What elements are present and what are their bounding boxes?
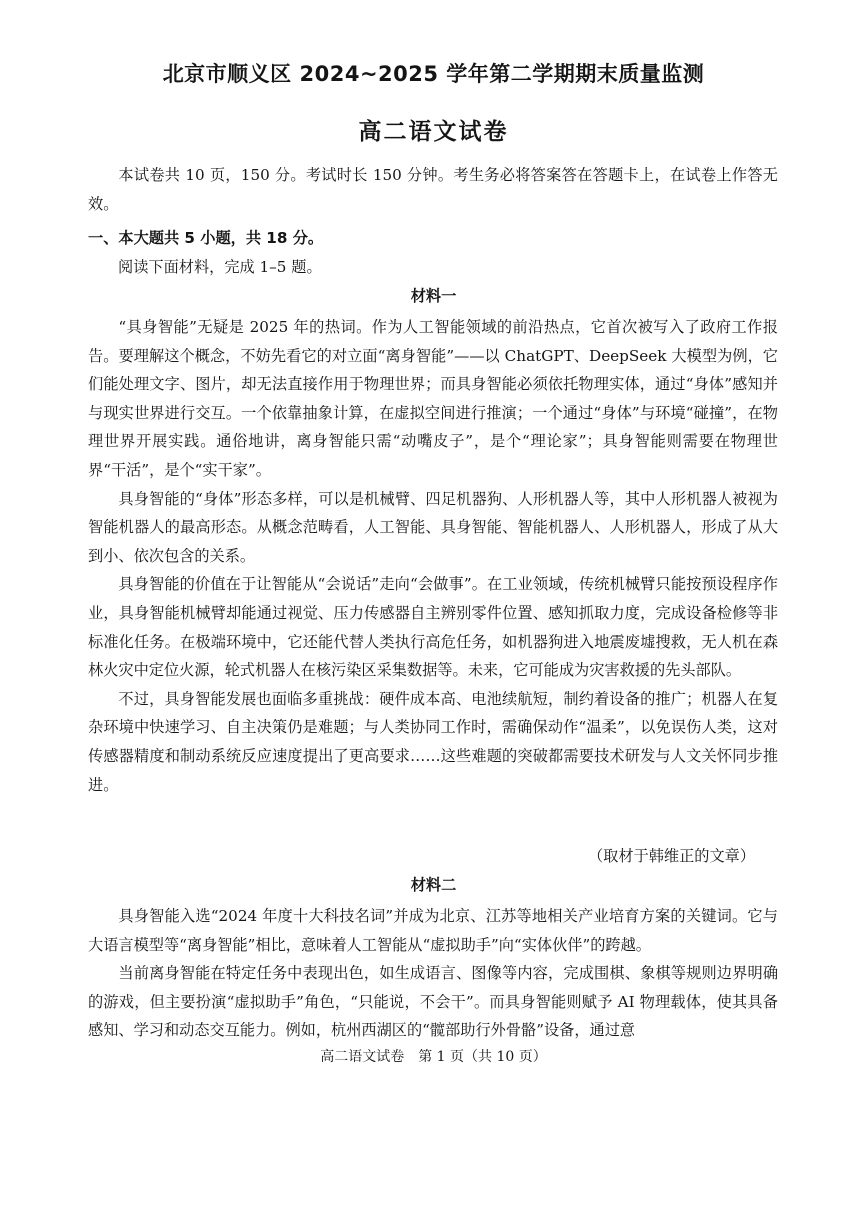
exam-title: 北京市顺义区 2024~2025 学年第二学期期末质量监测 xyxy=(162,62,705,86)
material-one-paragraph: “具身智能”无疑是 2025 年的热词。作为人工智能领域的前沿热点，它首次被写入了政府工作报告。要理解这个概念，不妨先看它的对立面“离身智能”——以 ChatGPT、DeepSeek 大模型为例，它们能处理文字、图片，却无法直接作用于物理世界；而具身智能必须依托物理实体，通过“身体”感知并与现实世界进行交互。一个依靠抽象计算，在虚拟空间进行推演；一个通过“身体”与环境“碰撞”，在物理世界开展实践。通俗地讲，离身智能只需“动嘴皮子”，是个“理论家”；具身智能则需要在物理世界“干活”，是个“实干家”。 xyxy=(88,318,778,479)
page-footer: 高二语文试卷 第 1 页（共 10 页） xyxy=(320,1049,547,1065)
material-two-body xyxy=(88,902,778,1045)
material-one-paragraph: 不过，具身智能发展也面临多重挑战：硬件成本高、电池续航短，制约着设备的推广；机器人在复杂环境中快速学习、自主决策仍是难题；与人类协同工作时，需确保动作“温柔”，以免误伤人类，这对传感器精度和制动系统反应速度提出了更高要求……这些难题的突破都需要技术研发与人文关怀同步推进。 xyxy=(88,689,778,794)
material-two-paragraph: 当前离身智能在特定任务中表现出色，如生成语言、图像等内容，完成围棋、象棋等规则边界明确的游戏，但主要扮演“虚拟助手”角色，“只能说，不会干”。而具身智能则赋予 AI 物理载体，使其具备感知、学习和动态交互能力。例如，杭州西湖区的“髋部助行外骨骼”设备，通过意 xyxy=(88,964,778,1040)
exam-instructions xyxy=(88,161,778,218)
material-one-source: （取材于韩维正的文章） xyxy=(587,847,755,865)
material-one-paragraph: 具身智能的“身体”形态多样，可以是机械臂、四足机器狗、人形机器人等，其中人形机器人被视为智能机器人的最高形态。从概念范畴看，人工智能、具身智能、智能机器人、人形机器人，形成了从大到小、依次包含的关系。 xyxy=(88,489,778,565)
subject-title: 高二语文试卷 xyxy=(358,119,509,145)
material-two-paragraph: 具身智能入选“2024 年度十大科技名词”并成为北京、江苏等地相关产业培育方案的关键词。它与大语言模型等“离身智能”相比，意味着人工智能从“虚拟助手”向“实体伙伴”的跨越。 xyxy=(88,907,778,954)
instructions-text: 本试卷共 10 页，150 分。考试时长 150 分钟。考生务必将答案答在答题卡上，在试卷上作答无效。 xyxy=(88,166,778,213)
section-heading: 一、本大题共 5 小题，共 18 分。 xyxy=(88,229,324,247)
material-one-body xyxy=(88,313,778,799)
material-two-heading: 材料二 xyxy=(410,876,457,894)
reading-instruction: 阅读下面材料，完成 1–5 题。 xyxy=(118,258,322,276)
material-one-paragraph: 具身智能的价值在于让智能从“会说话”走向“会做事”。在工业领域，传统机械臂只能按预设程序作业，具身智能机械臂却能通过视觉、压力传感器自主辨别零件位置、感知抓取力度，完成设备检修等非标准化任务。在极端环境中，它还能代替人类执行高危任务，如机器狗进入地震废墟搜救，无人机在森林火灾中定位火源，轮式机器人在核污染区采集数据等。未来，它可能成为灾害救援的先头部队。 xyxy=(88,575,778,680)
material-one-heading: 材料一 xyxy=(410,287,457,305)
